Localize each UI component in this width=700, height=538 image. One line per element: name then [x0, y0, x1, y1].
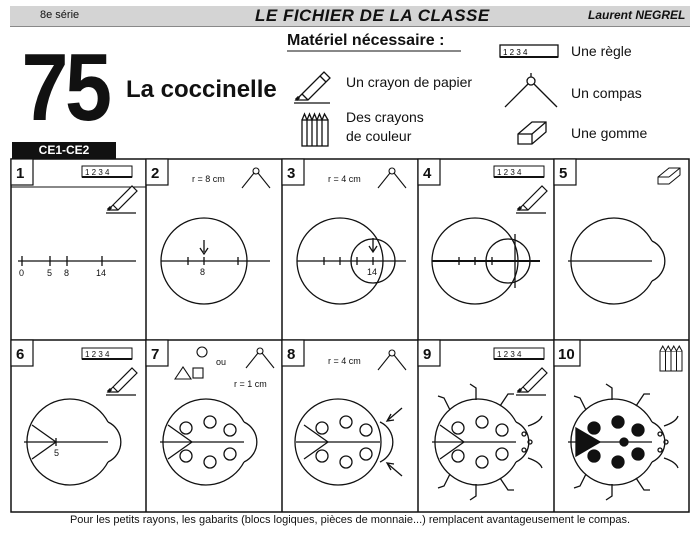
step-1-pencil-icon	[106, 186, 137, 213]
material-eraser: Une gomme	[571, 125, 648, 141]
material-colors-1: Des crayons	[346, 109, 424, 125]
step-4-pencil-icon	[516, 186, 547, 213]
step-2-mark: 8	[200, 267, 206, 277]
series-title: LE FICHIER DE LA CLASSE	[255, 6, 490, 25]
step-7-compass-icon	[246, 348, 274, 368]
step-4-ruler-marks: 1 2 3 4	[497, 168, 522, 177]
author-name: Laurent NEGREL	[588, 8, 686, 22]
step-5-number: 5	[559, 165, 568, 182]
step-9-number: 9	[423, 346, 432, 363]
step-7-templates-icon	[175, 347, 207, 379]
step-6-number: 6	[16, 346, 25, 363]
step-2-radius: r = 8 cm	[192, 174, 225, 184]
step-5-eraser-icon	[658, 168, 680, 184]
step-6-pencil-icon	[106, 368, 137, 395]
series-label: 8e série	[40, 9, 80, 21]
level-badge: CE1-CE2	[12, 142, 116, 159]
step-1-tick-14: 14	[96, 268, 107, 278]
step-2-number: 2	[151, 165, 160, 182]
step-3-number: 3	[287, 165, 296, 182]
colored-pencils-icon	[302, 114, 328, 146]
material-compass: Un compas	[571, 85, 642, 101]
eraser-icon	[518, 122, 546, 144]
material-colors-2: de couleur	[346, 128, 412, 144]
sheet-number: 75	[21, 34, 109, 141]
step-3-compass-icon	[378, 168, 406, 188]
materials-title: Matériel nécessaire :	[287, 32, 445, 49]
step-3-radius: r = 4 cm	[328, 174, 361, 184]
step-7-number: 7	[151, 346, 160, 363]
step-8-compass-icon	[378, 350, 406, 370]
ruler-marks: 1 2 3 4	[503, 48, 528, 57]
step-9-pencil-icon	[516, 368, 547, 395]
step-2-compass-icon	[242, 168, 270, 188]
pencil-icon	[294, 72, 330, 103]
page-title: La coccinelle	[126, 76, 277, 103]
step-8-number: 8	[287, 346, 296, 363]
step-6-ruler-marks: 1 2 3 4	[85, 350, 110, 359]
material-pencil: Un crayon de papier	[346, 74, 473, 90]
step-3-mark: 14	[367, 267, 378, 277]
step-9-ruler-marks: 1 2 3 4	[497, 350, 522, 359]
footnote: Pour les petits rayons, les gabarits (blocs logiques, pièces de monnaie...) remplacent avantageusement le compas.	[69, 514, 631, 526]
compass-icon	[505, 73, 557, 107]
material-ruler: Une règle	[571, 43, 632, 59]
step-10-number: 10	[558, 346, 575, 363]
step-7-radius: r = 1 cm	[234, 379, 267, 389]
step-1-ruler-marks: 1 2 3 4	[85, 168, 110, 177]
step-1-tick-0: 0	[19, 268, 25, 278]
step-1-tick-8: 8	[64, 268, 70, 278]
step-4-number: 4	[423, 165, 432, 182]
step-6-mark: 5	[54, 448, 60, 458]
step-1-number: 1	[16, 165, 25, 182]
step-7-or: ou	[216, 357, 227, 367]
step-1-tick-5: 5	[47, 268, 53, 278]
steps-grid	[10, 158, 690, 514]
step-10-colored-pencils-icon	[660, 346, 682, 371]
step-8-radius: r = 4 cm	[328, 356, 361, 366]
